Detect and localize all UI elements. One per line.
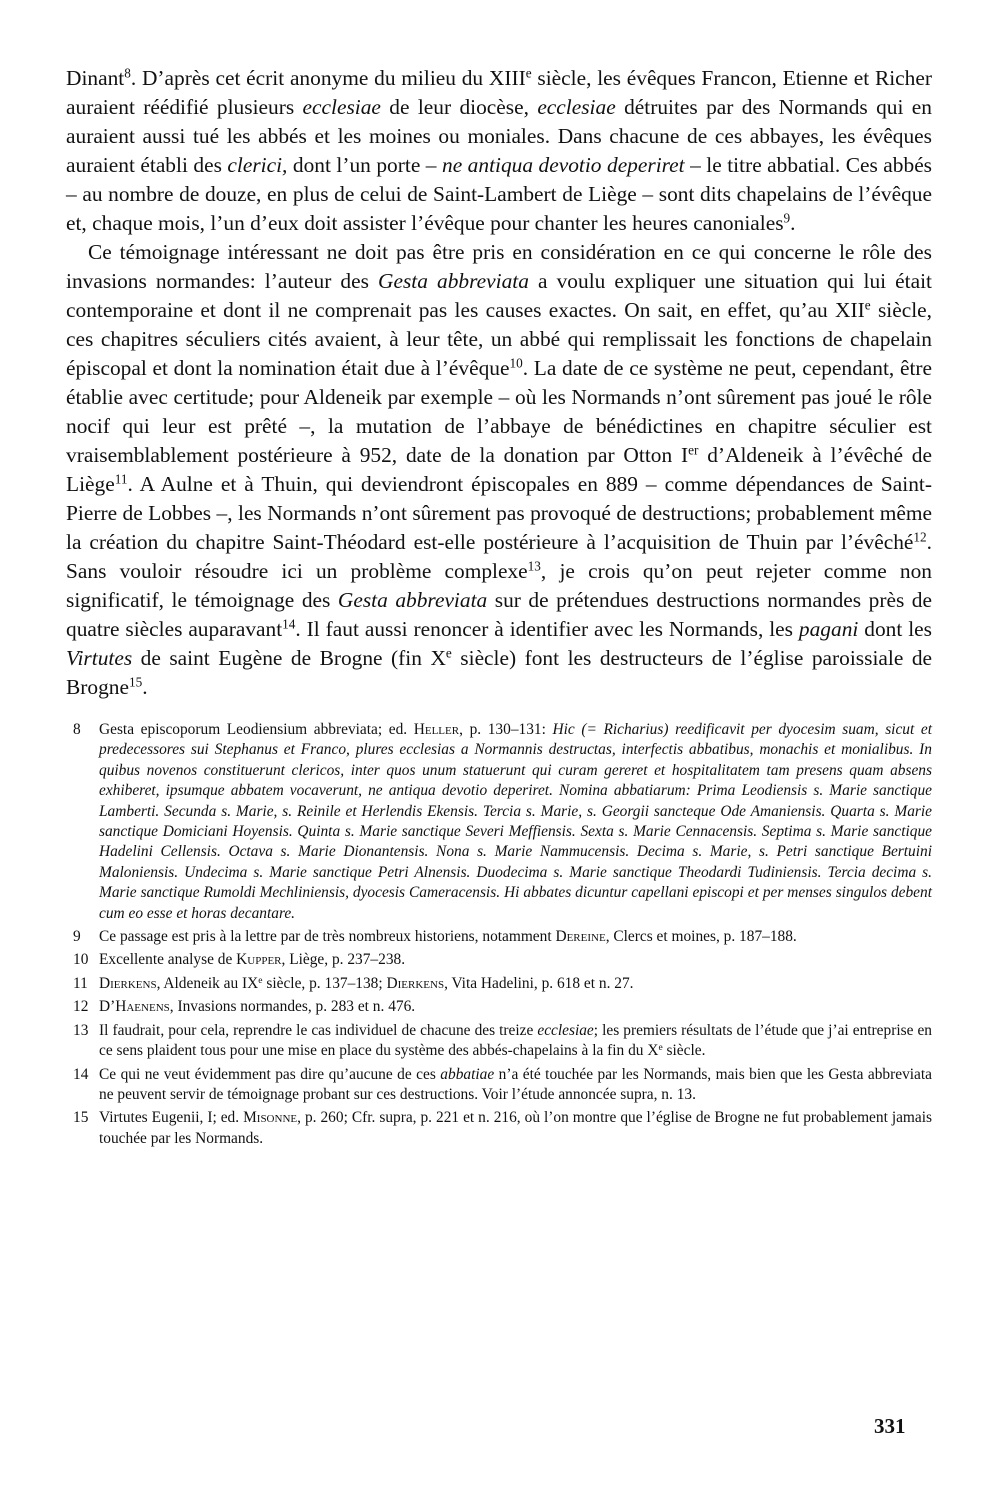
text-run: . A Aulne et à Thuin, qui deviendront épiscopales en 889 – comme dépendances de Saint-Pierre de Lobbes –, les Normands n’ont sûrement pas provoqué de destructions; probablement même la création du chapitre Saint-Théodard est-elle postérieure à l’acquisition de Thuin par l’évêché <box>66 472 932 554</box>
italic-term: pagani <box>798 617 859 641</box>
footnote-text <box>99 974 932 994</box>
text-run: Il faudrait, pour cela, reprendre le cas individuel de chacune des treize <box>99 1021 538 1039</box>
author-name: Dierkens <box>386 974 445 992</box>
text-run: , Aldeneik au IX <box>156 974 259 992</box>
page-number: 331 <box>874 1414 906 1438</box>
footnote-ref[interactable]: 13 <box>527 558 541 574</box>
footnote-text <box>99 720 932 924</box>
century-superscript: e <box>445 645 452 661</box>
italic-term: Gesta abbreviata <box>378 269 529 293</box>
author-name: Dereine <box>555 928 606 946</box>
text-run: , Liège, p. 237–238. <box>281 951 406 969</box>
text-run: , Clercs et moines, p. 187–188. <box>605 928 797 946</box>
main-text <box>66 64 932 702</box>
text-run: dont les <box>858 617 932 641</box>
footnote-10 <box>66 950 932 970</box>
italic-term: Gesta abbreviata <box>337 588 488 612</box>
text-run: détruites par des Normands qui en auraient aussi tué les abbés et les moines ou moniales. Dans chacune de ces abbayes, les évêques auraient établi des <box>66 95 932 177</box>
text-run: de leur diocèse, <box>380 95 538 119</box>
footnote-ref[interactable]: 8 <box>124 65 131 81</box>
text-run: a voulu expliquer une situation qui lui était contemporaine et dont il ne comprenait pas les causes exactes. On sait, en effet, qu’au XII <box>66 269 932 322</box>
text-run: – le titre abbatial. Ces abbés – au nombre de douze, en plus de celui de Saint-Lambert de Liège – sont dits chapelains de l’évêque et, chaque mois, l’un d’eux doit assister l’évêque pour chanter les heures canoniales <box>66 153 933 235</box>
footnote-text <box>99 1021 932 1062</box>
century-superscript: e <box>658 1041 663 1053</box>
footnote-number: 12 <box>73 998 89 1016</box>
author-name: Misonne <box>243 1109 298 1127</box>
footnote-number: 15 <box>73 1109 89 1127</box>
footnote-text <box>99 1065 932 1106</box>
text-run: dont l’un porte – <box>287 153 442 177</box>
text-run: Gesta episcoporum Leodiensium abbreviata; ed. <box>99 721 414 738</box>
italic-term: ne antiqua devotio deperiret <box>442 153 685 177</box>
document-page <box>66 64 932 1152</box>
author-name: Heller <box>413 721 460 738</box>
text-run: . Il faut aussi renoncer à identifier avec les Normands, les <box>295 617 799 641</box>
text-run: , Vita Hadelini, p. 618 et n. 27. <box>444 974 634 992</box>
century-superscript: e <box>258 974 263 986</box>
text-run: . La date de ce système ne peut, cependant, être établie avec certitude; pour Aldeneik par exemple – où les Normands n’ont sûrement pas joué le rôle nocif qui leur est prêté –, la mutation de l’abbaye de bénédictines en chapitre séculier est vraisemblablement postérieure à 952, date de la donation par Otton I <box>66 356 933 467</box>
footnote-ref[interactable]: 12 <box>913 529 927 545</box>
footnote-ref[interactable]: 14 <box>282 616 296 632</box>
footnote-number: 9 <box>73 928 81 946</box>
footnote-15 <box>66 1108 932 1149</box>
italic-term: clerici, <box>227 153 288 177</box>
text-run: ; les premiers résultats de l’étude que j’ai entreprise en ce sens plaident tous pour une mise en place du système des abbés-chapelains à la fin du X <box>99 1021 932 1060</box>
text-run: , Invasions normandes, p. 283 et n. 476. <box>169 998 416 1016</box>
author-name: Kupper <box>236 951 282 969</box>
italic-term: Virtutes <box>66 646 133 670</box>
footnote-ref[interactable]: 11 <box>114 471 128 487</box>
text-run: Ce passage est pris à la lettre par de très nombreux historiens, notamment <box>99 928 556 946</box>
text-run: de saint Eugène de Brogne (fin X <box>132 646 446 670</box>
italic-term: ecclesiae <box>537 95 616 119</box>
footnote-text <box>99 1108 932 1149</box>
text-run: Excellente analyse de <box>99 951 237 969</box>
text-run: Ce témoignage intéressant ne doit pas être pris en considération en ce qui concerne le rôle des invasions normandes: l’auteur des <box>66 240 932 293</box>
text-run: Dinant <box>66 66 125 90</box>
footnote-12 <box>66 997 932 1017</box>
footnote-text <box>99 997 932 1017</box>
text-run: , p. 130–131: <box>459 721 553 738</box>
footnote-13 <box>66 1021 932 1062</box>
footnote-11 <box>66 974 932 994</box>
footnote-ref[interactable]: 9 <box>783 210 791 226</box>
text-run: . <box>142 675 148 699</box>
text-run: , p. 260; Cfr. supra, p. 221 et n. 216, où l’on montre que l’église de Brogne ne fut probablement jamais touchée par les Normands. <box>99 1109 932 1147</box>
footnote-text <box>99 950 932 970</box>
footnotes <box>66 720 932 1149</box>
footnote-ref[interactable]: 15 <box>128 674 143 690</box>
footnote-number: 14 <box>73 1065 89 1083</box>
text-run: . D’après cet écrit anonyme du milieu du XIII <box>130 66 526 90</box>
text-run: Ce qui ne veut évidemment pas dire qu’aucune de ces <box>99 1065 441 1083</box>
text-run: n’a été touchée par les Normands, mais bien que les Gesta abbreviata ne peuvent servir de témoignage probant sur ces destructions. Voir l’étude annoncée supra, n. 13. <box>99 1065 932 1103</box>
footnote-8 <box>66 720 932 924</box>
footnote-text <box>99 927 932 947</box>
italic-term: ecclesiae <box>537 1021 594 1039</box>
text-run: D’ <box>99 998 116 1016</box>
text-run: . Sans vouloir résoudre ici un problème complexe <box>66 530 932 583</box>
century-superscript: e <box>525 65 532 81</box>
footnote-ref[interactable]: 10 <box>509 355 523 371</box>
text-run: , je crois qu’on peut rejeter comme non significatif, le témoignage des <box>66 559 932 612</box>
footnote-number: 11 <box>73 974 88 992</box>
text-run: siècle, les évêques Francon, Etienne et Richer auraient réédifié plusieurs <box>66 66 932 119</box>
author-name: Haenens <box>115 998 170 1016</box>
footnote-number: 10 <box>73 951 89 969</box>
ordinal-superscript: er <box>688 442 699 458</box>
text-run: . <box>790 211 796 235</box>
footnote-9 <box>66 927 932 947</box>
text-run: Virtutes Eugenii, I; ed. <box>99 1109 244 1127</box>
century-superscript: e <box>864 297 871 313</box>
text-run: siècle) font les destructeurs de l’église paroissiale de Brogne <box>66 646 933 699</box>
body-paragraph-2 <box>66 238 932 702</box>
latin-quote: Hic (= Richarius) reedificavit per dyocesim suam, sicut et predecessores sui Stephanus et Franco, plures ecclesias a Normannis destructas, interfectis abbatibus, monachis et monialibus. In quibus novenos constituerunt clericos, inter quos unum statuerunt qui curam gereret et hospitalitatem tam presens quam absens exhiberet, ipsumque abbatem vocaverunt, ne antiqua devotio deperiret. Nomina abbatiarum: Prima Leodiensis s. Marie sanctique Lamberti. Secunda s. Marie, s. Reinile et Herlendis Ekensis. Tercia s. Marie, s. Georgii sancteque Ode Amaniensis. Quarta s. Marie sanctique Domiciani Hoyensis. Quinta s. Marie sanctique Severi Meffiensis. Sexta s. Marie Cennacensis. Septima s. Marie sanctique Hadelini Cellensis. Octava s. Marie Dionantensis. Nona s. Marie Nammucensis. Decima s. Marie, s. Petri sanctique Bertuini Maloniensis. Undecima s. Marie sanctique Petri Alnensis. Duodecima s. Marie sanctique Theodardi Tudiniensis. Tercia decima s. Marie sanctique Rumoldi Mechliniensis, dyocesis Cameracensis. Hi abbates dicuntur capellani episcopi et per menses singulos debent cum eo esse et horas decantare. <box>99 721 932 922</box>
text-run: siècle, p. 137–138; <box>262 974 387 992</box>
footnote-14 <box>66 1065 932 1106</box>
italic-term: abbatiae <box>440 1065 495 1083</box>
text-run: d’Aldeneik à l’évêché de Liège <box>66 443 932 496</box>
body-paragraph-1 <box>66 64 932 238</box>
text-run: siècle, ces chapitres séculiers cités avaient, à leur tête, un abbé qui remplissait les fonctions de chapelain épiscopal et dont la nomination était due à l’évêque <box>66 298 933 380</box>
author-name: Dierkens <box>99 974 157 992</box>
footnote-number: 13 <box>73 1021 89 1039</box>
text-run: siècle. <box>662 1042 706 1060</box>
footnote-number: 8 <box>73 721 81 738</box>
text-run: sur de prétendues destructions normandes près de quatre siècles auparavant <box>66 588 932 641</box>
italic-term: ecclesiae <box>302 95 381 119</box>
